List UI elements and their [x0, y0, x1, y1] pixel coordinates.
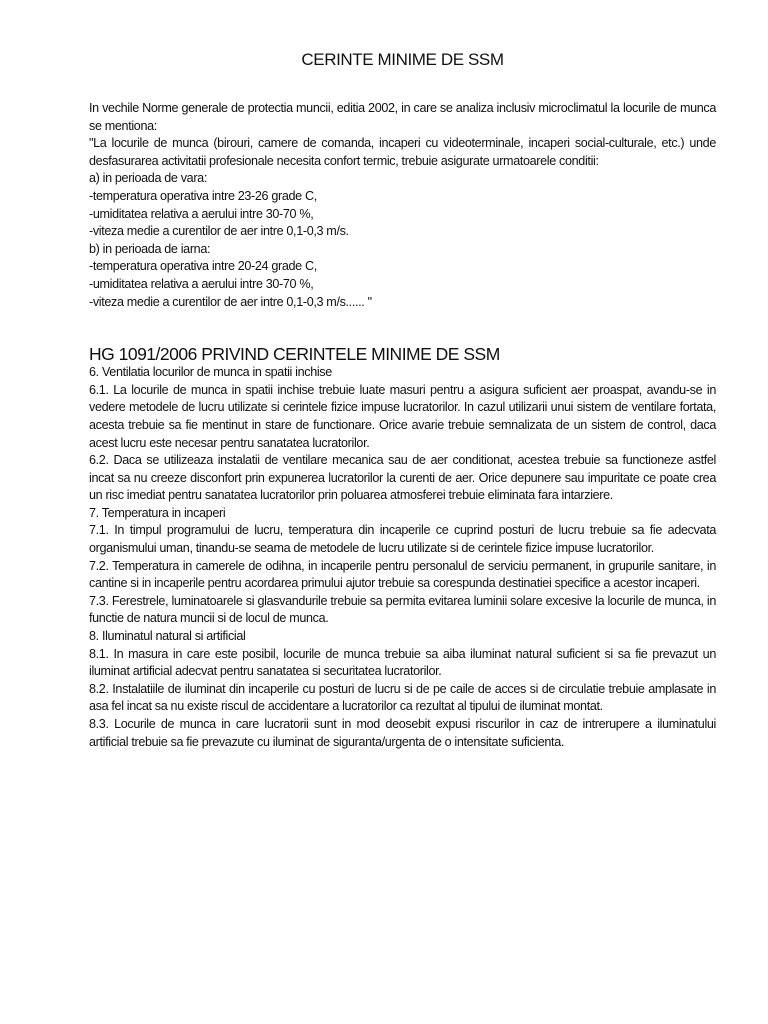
- document-page: [89, 48, 716, 751]
- intro-winter-airspeed: -viteza medie a curentilor de aer intre 0,1-0,3 m/s...... ": [89, 294, 372, 309]
- intro-quote: "La locurile de munca (birouri, camere de comanda, incaperi cu videoterminale, incaperi social-culturale, etc.) unde desfasurarea activitatii profesionale necesita confort termic, trebuie asigurate urmatoarele conditii:: [89, 136, 716, 168]
- section-title: HG 1091/2006 PRIVIND CERINTELE MINIME DE SSM: [89, 344, 500, 365]
- intro-summer-airspeed: -viteza medie a curentilor de aer intre 0,1-0,3 m/s.: [89, 224, 349, 239]
- paragraph-7-1: 7.1. In timpul programului de lucru, temperatura din incaperile ce cuprind posturi de lucru trebuie sa fie adecvata organismului uman, tinandu-se seama de metodele de lucru utilizate si de cerintele fizice impuse lucratorilor.: [89, 523, 716, 556]
- document-title: CERINTE MINIME DE SSM: [301, 50, 504, 69]
- intro-winter-humidity: -umiditatea relativa a aerului intre 30-70 %,: [89, 276, 314, 291]
- paragraph-7-3: 7.3. Ferestrele, luminatoarele si glasvandurile trebuie sa permita evitarea luminii solare excesive la locurile de munca, in functie de natura muncii si de locul de munca.: [89, 593, 716, 626]
- section-heading-ventilation: 6. Ventilatia locurilor de munca in spatii inchise: [89, 365, 332, 380]
- hg-section: [89, 344, 716, 751]
- paragraph-6-1: 6.1. La locurile de munca in spatii inchise trebuie luate masuri pentru a asigura suficient aer proaspat, avandu-se in vedere metodele de lucru utilizate si cerintele fizice impuse lucratorilor. In cazul utilizarii unui sistem de ventilare fortata, acesta trebuie sa fie mentinut in stare de functionare. Orice avarie trebuie semnalizata de un sistem de control, daca acest lucru este necesar pentru sanatatea lucratorilor.: [89, 382, 716, 450]
- intro-summer-humidity: -umiditatea relativa a aerului intre 30-70 %,: [89, 206, 314, 221]
- intro-summer-heading: a) in perioada de vara:: [89, 171, 207, 186]
- intro-summer-temperature: -temperatura operativa intre 23-26 grade C,: [89, 188, 317, 203]
- paragraph-8-3: 8.3. Locurile de munca in care lucratorii sunt in mod deosebit expusi riscurilor in caz de intrerupere a iluminatului artificial trebuie sa fie prevazute cu iluminat de siguranta/urgenta de o intensitate suficienta.: [89, 717, 716, 749]
- intro-paragraph: In vechile Norme generale de protectia muncii, editia 2002, in care se analiza inclusiv microclimatul la locurile de munca se mentiona:: [89, 101, 716, 133]
- intro-winter-temperature: -temperatura operativa intre 20-24 grade C,: [89, 259, 317, 274]
- paragraph-8-2: 8.2. Instalatiile de iluminat din incaperile cu posturi de lucru si de pe caile de acces si de circulatie trebuie amplasate in asa fel incat sa nu existe riscul de accidentare a lucratorilor ca rezultat al tipului de iluminat montat.: [89, 681, 716, 714]
- intro-winter-heading: b) in perioada de iarna:: [89, 241, 211, 256]
- intro-block: [89, 100, 716, 311]
- section-heading-lighting: 8. Iluminatul natural si artificial: [89, 629, 246, 644]
- paragraph-6-2: 6.2. Daca se utilizeaza instalatii de ventilare mecanica sau de aer conditionat, acestea trebuie sa functioneze astfel incat sa nu creeze disconfort prin expunerea lucratorilor la curenti de aer. Orice depunere sau impuritate ce poate crea un risc imediat pentru sanatatea lucratorilor prin poluarea atmosferei trebuie eliminata fara intarziere.: [89, 453, 716, 503]
- paragraph-7-2: 7.2. Temperatura in camerele de odihna, in incaperile pentru personalul de serviciu permanent, in grupurile sanitare, in cantine si in incaperile pentru acordarea primului ajutor trebuie sa corespunda destinatiei specifice a acestor incaperi.: [89, 558, 716, 591]
- section-heading-temperature: 7. Temperatura in incaperi: [89, 505, 226, 520]
- paragraph-8-1: 8.1. In masura in care este posibil, locurile de munca trebuie sa aiba iluminat natural suficient si sa fie prevazut un iluminat artificial adecvat pentru sanatatea si securitatea lucratorilor.: [89, 646, 716, 679]
